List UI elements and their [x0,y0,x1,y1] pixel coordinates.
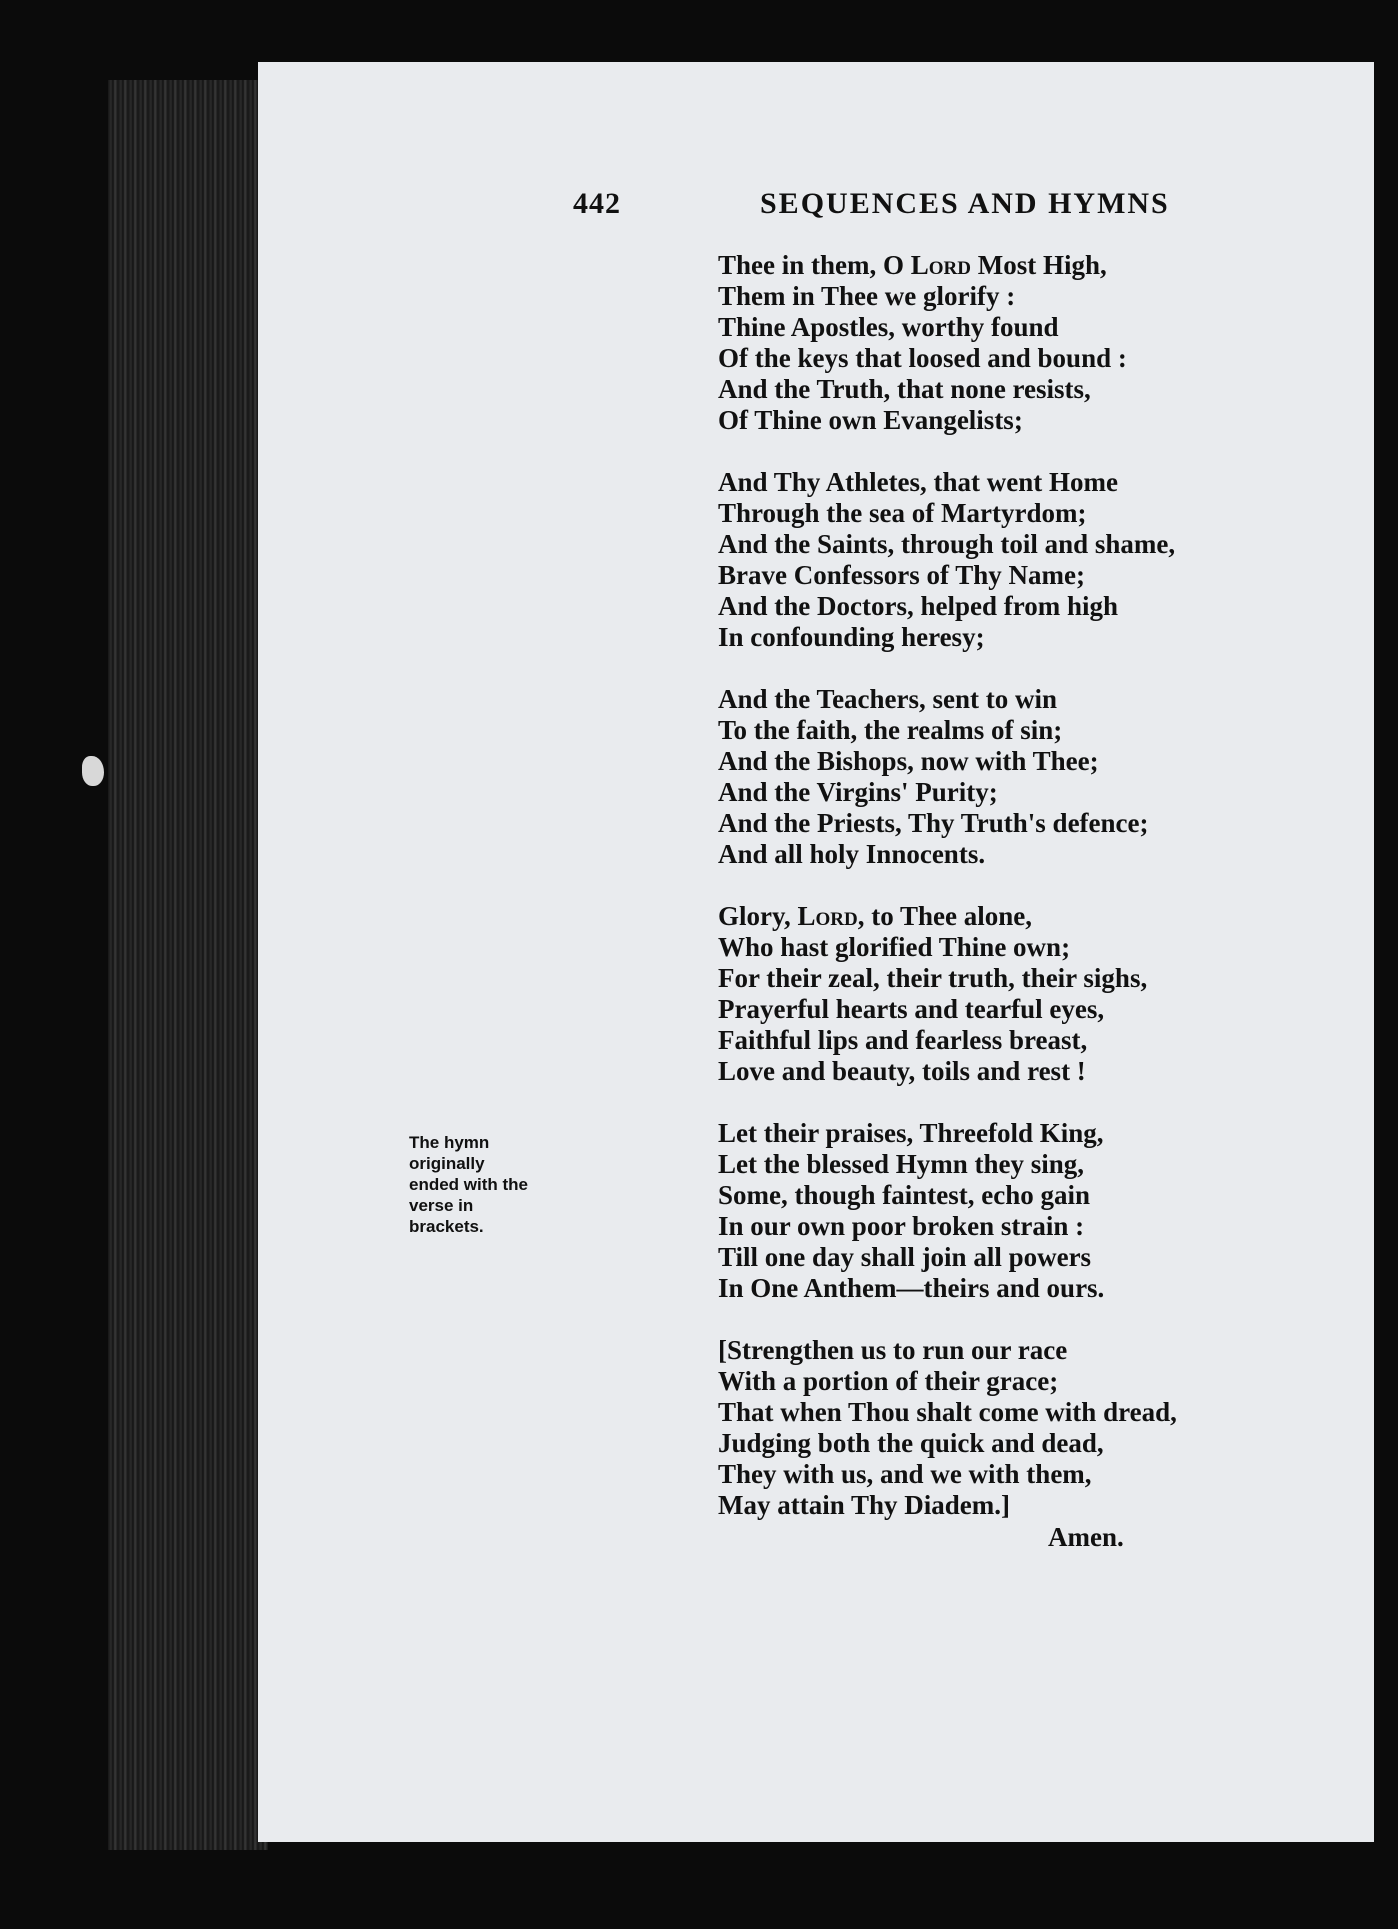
stanza [718,1118,1338,1304]
verse-text: Brave Confessors of Thy Name; [718,560,1085,590]
verse-line [718,901,1338,932]
verse-line [718,1242,1338,1273]
verse-line [718,932,1338,963]
verse-line [718,1118,1338,1149]
verse-line [718,1180,1338,1211]
verse-text: Let their praises, Threefold King, [718,1118,1104,1148]
verse-text: For their zeal, their truth, their sighs, [718,963,1148,993]
book-page-edges [108,80,268,1850]
verse-text: And all holy Innocents. [718,839,986,869]
verse-line [718,963,1338,994]
margin-note [409,1132,569,1237]
verse-text: Let the blessed Hymn they sing, [718,1149,1085,1179]
page-number: 442 [573,187,621,220]
margin-note-line: brackets. [409,1217,484,1236]
verse-text: Till one day shall join all powers [718,1242,1092,1272]
verse-text: In One Anthem—theirs and ours. [718,1273,1105,1303]
verse-line [718,1211,1338,1242]
verse-text: Faithful lips and fearless breast, [718,1025,1088,1055]
verse-text: And the Teachers, sent to win [718,684,1058,714]
verse-text: In confounding heresy; [718,622,985,652]
verse-line [718,808,1338,839]
verse-text: Some, though faintest, echo gain [718,1180,1091,1210]
verse-text: Of Thine own Evangelists; [718,405,1023,435]
verse-line [718,1335,1338,1366]
verse-text: And the Saints, through toil and shame, [718,529,1176,559]
page-smudge [82,756,104,786]
verse-line [718,622,1338,653]
verse-line [718,715,1338,746]
margin-note-line: verse in [409,1196,474,1215]
verse-line [718,529,1338,560]
verse-text: They with us, and we with them, [718,1459,1092,1489]
verse-line [718,994,1338,1025]
verse-text: And the Truth, that none resists, [718,374,1091,404]
verse-line [718,1490,1338,1521]
verse-text: Thine Apostles, worthy found [718,312,1059,342]
stanza [718,467,1338,653]
verse-line [718,591,1338,622]
verse-line [718,560,1338,591]
verse-text: Thee in them, O [718,250,911,280]
verse-line [718,1366,1338,1397]
verse-text: To the faith, the realms of sin; [718,715,1063,745]
verse-text: Judging both the quick and dead, [718,1428,1104,1458]
small-caps-word: Lord [910,250,971,280]
verse-text: Them in Thee we glorify : [718,281,1016,311]
hymn-text [718,250,1338,1552]
verse-text: And the Priests, Thy Truth's defence; [718,808,1149,838]
stanza [718,250,1338,436]
small-caps-word: Lord [797,901,858,931]
margin-note-line: The hymn [409,1133,490,1152]
verse-line [718,467,1338,498]
verse-text: And Thy Athletes, that went Home [718,467,1119,497]
verse-line [718,777,1338,808]
verse-text: Most High, [970,250,1107,280]
margin-note-line: originally [409,1154,485,1173]
verse-line [718,374,1338,405]
verse-line [718,250,1338,281]
stanza [718,901,1338,1087]
verse-text: And the Bishops, now with Thee; [718,746,1099,776]
verse-line [718,343,1338,374]
verse-line [718,684,1338,715]
verse-text: With a portion of their grace; [718,1366,1059,1396]
verse-line [718,1056,1338,1087]
verse-text: [Strengthen us to run our race [718,1335,1068,1365]
verse-line [718,1149,1338,1180]
verse-line [718,1273,1338,1304]
verse-text: That when Thou shalt come with dread, [718,1397,1177,1427]
verse-line [718,1459,1338,1490]
verse-text: Of the keys that loosed and bound : [718,343,1127,373]
verse-text: May attain Thy Diadem.] [718,1490,1011,1520]
running-head: SEQUENCES AND HYMNS [760,187,1170,220]
verse-text: And the Virgins' Purity; [718,777,998,807]
verse-line [718,746,1338,777]
verse-text: Through the sea of Martyrdom; [718,498,1087,528]
verse-text: And the Doctors, helped from high [718,591,1119,621]
margin-note-line: ended with the [409,1175,528,1194]
verse-text: In our own poor broken strain : [718,1211,1085,1241]
verse-text: Prayerful hearts and tearful eyes, [718,994,1105,1024]
verse-text: Love and beauty, toils and rest ! [718,1056,1086,1086]
verse-line [718,498,1338,529]
amen: Amen. [1048,1522,1124,1552]
verse-line [718,281,1338,312]
verse-line [718,1428,1338,1459]
stanza [718,1335,1338,1521]
stanza [718,684,1338,870]
verse-text: Glory, [718,901,798,931]
verse-line [718,1025,1338,1056]
verse-line [718,839,1338,870]
verse-text: Who hast glorified Thine own; [718,932,1071,962]
verse-line [718,405,1338,436]
verse-line [718,312,1338,343]
verse-line [718,1397,1338,1428]
verse-text: , to Thee alone, [857,901,1032,931]
